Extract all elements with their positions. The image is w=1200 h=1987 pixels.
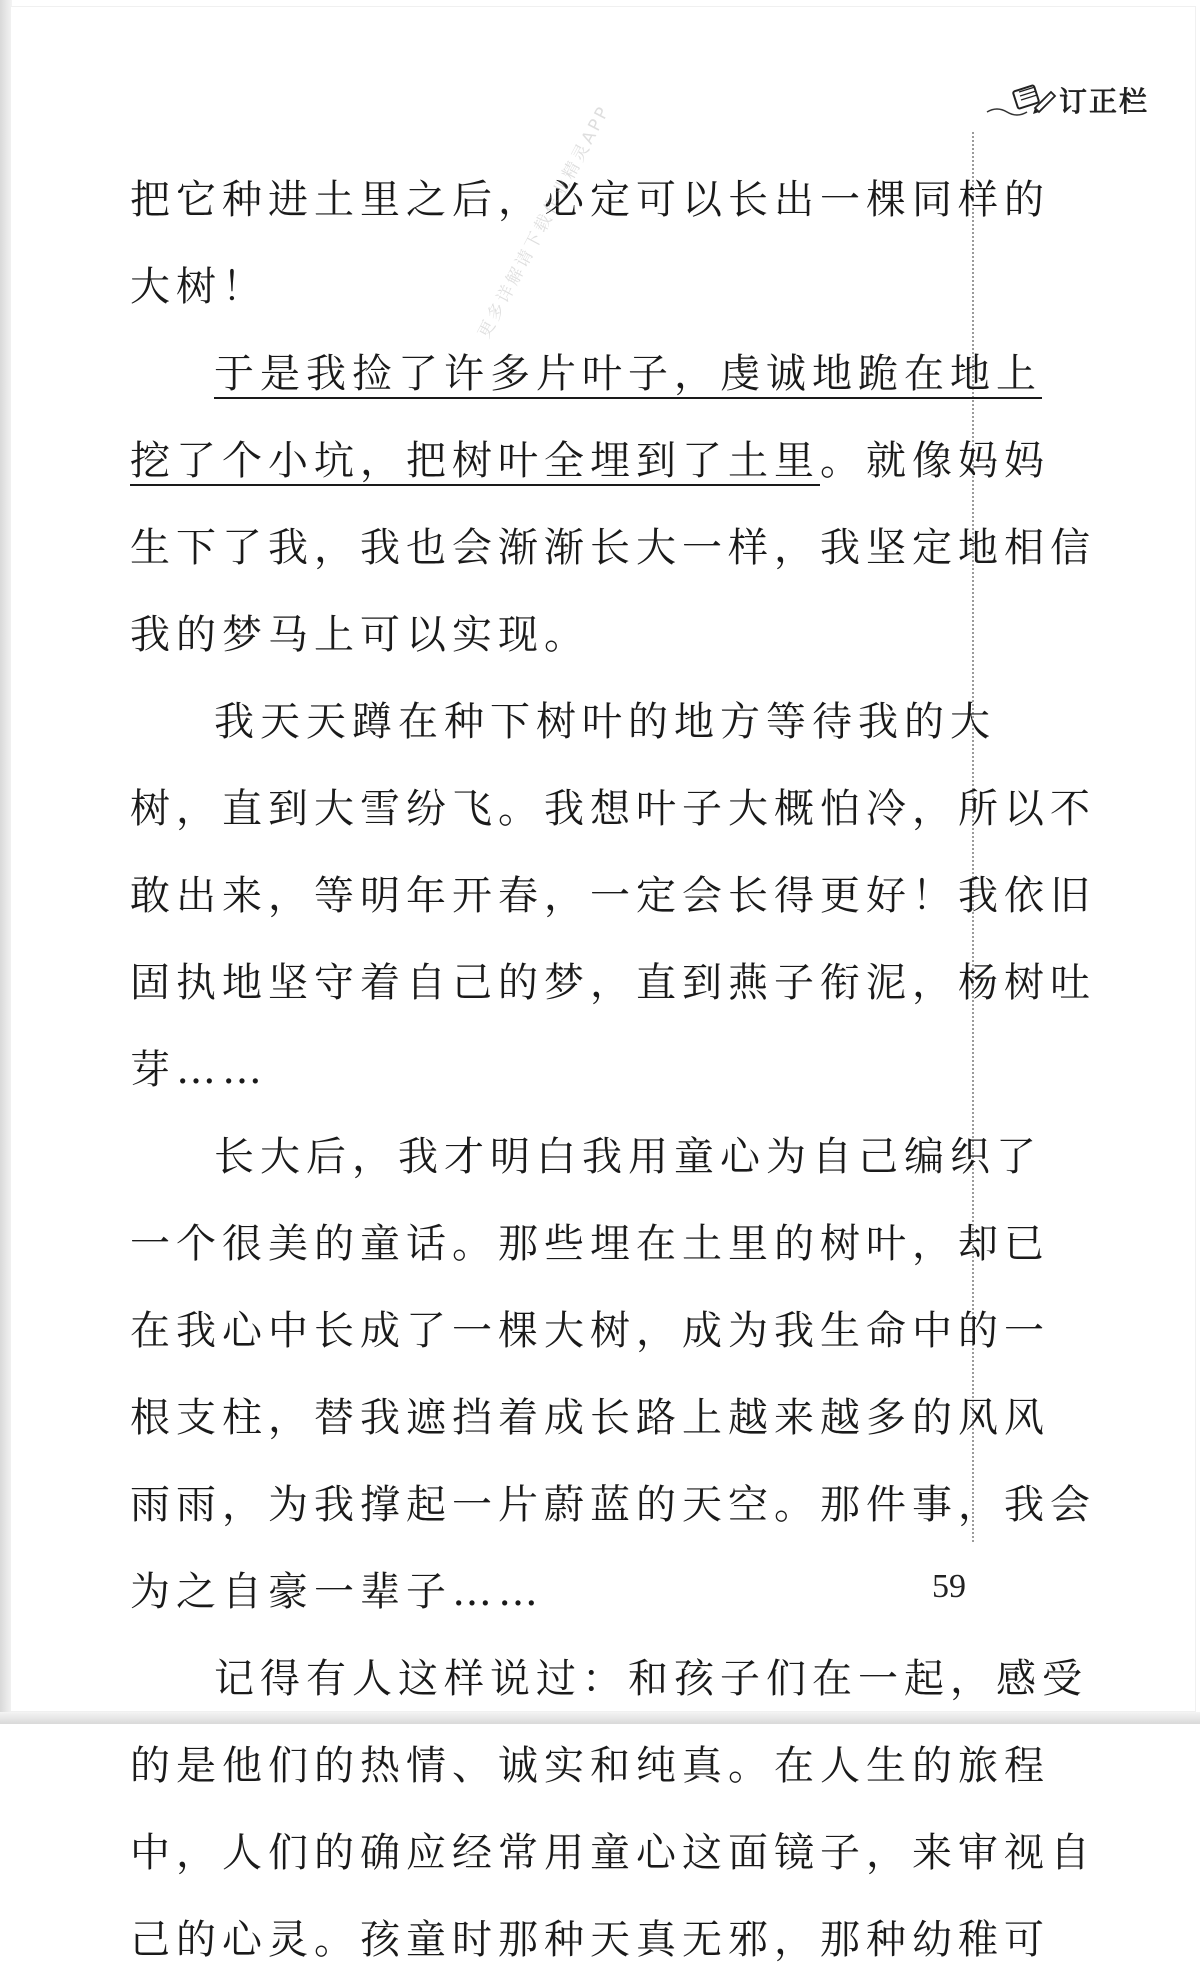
body-text	[130, 160, 960, 1987]
text-segment: 中，人们的确应经常用童心这面镜子，来审视自	[130, 1830, 1096, 1876]
correction-column-label: 订正栏	[1059, 80, 1149, 120]
text-line	[130, 1465, 960, 1552]
text-line	[130, 508, 960, 595]
text-line	[130, 595, 960, 682]
text-segment: 树，直到大雪纷飞。我想叶子大概怕冷，所以不	[130, 786, 1096, 832]
pencil-book-icon	[985, 82, 1057, 118]
underlined-text: 于是我捡了许多片叶子，虔诚地跪在地上	[214, 351, 1042, 397]
text-line	[130, 247, 960, 334]
text-segment: 敢出来，等明年开春，一定会长得更好！我依旧	[130, 873, 1096, 919]
text-line	[130, 1813, 960, 1900]
text-segment: 长大后，我才明白我用童心为自己编织了	[214, 1134, 1042, 1180]
text-segment: 在我心中长成了一棵大树，成为我生命中的一	[130, 1308, 1050, 1354]
text-segment: 芽……	[130, 1047, 268, 1093]
page-number: 59	[932, 1568, 966, 1606]
text-line	[130, 682, 960, 769]
text-segment: 记得有人这样说过：和孩子们在一起，感受	[214, 1656, 1088, 1702]
text-line	[130, 1117, 960, 1204]
text-line	[130, 1726, 960, 1813]
text-line	[130, 1900, 960, 1987]
correction-column-header	[985, 80, 1149, 120]
text-line	[130, 334, 960, 421]
watermark-text: 更多详解请下载作业精灵APP	[470, 99, 615, 341]
text-segment: 大树！	[130, 264, 268, 310]
text-line	[130, 1552, 960, 1639]
text-line	[130, 1291, 960, 1378]
text-segment: 。就像妈妈	[820, 438, 1050, 484]
text-line	[130, 943, 960, 1030]
text-line	[130, 421, 960, 508]
text-line	[130, 856, 960, 943]
text-segment: 根支柱，替我遮挡着成长路上越来越多的风风	[130, 1395, 1050, 1441]
text-line	[130, 769, 960, 856]
text-segment: 雨雨，为我撑起一片蔚蓝的天空。那件事，我会	[130, 1482, 1096, 1528]
text-segment: 生下了我，我也会渐渐长大一样，我坚定地相信	[130, 525, 1096, 571]
text-segment: 己的心灵。孩童时那种天真无邪，那种幼稚可	[130, 1917, 1050, 1963]
text-segment: 把它种进土里之后，必定可以长出一棵同样的	[130, 177, 1050, 223]
text-line	[130, 1204, 960, 1291]
text-line	[130, 1639, 960, 1726]
text-line	[130, 1378, 960, 1465]
text-segment: 为之自豪一辈子……	[130, 1569, 544, 1615]
text-segment: 一个很美的童话。那些埋在土里的树叶，却已	[130, 1221, 1050, 1267]
text-segment: 我的梦马上可以实现。	[130, 612, 590, 658]
text-segment: 固执地坚守着自己的梦，直到燕子衔泥，杨树吐	[130, 960, 1096, 1006]
text-line	[130, 1030, 960, 1117]
underlined-text: 挖了个小坑，把树叶全埋到了土里	[130, 438, 820, 484]
text-segment: 我天天蹲在种下树叶的地方等待我的大	[214, 699, 996, 745]
text-segment: 的是他们的热情、诚实和纯真。在人生的旅程	[130, 1743, 1050, 1789]
